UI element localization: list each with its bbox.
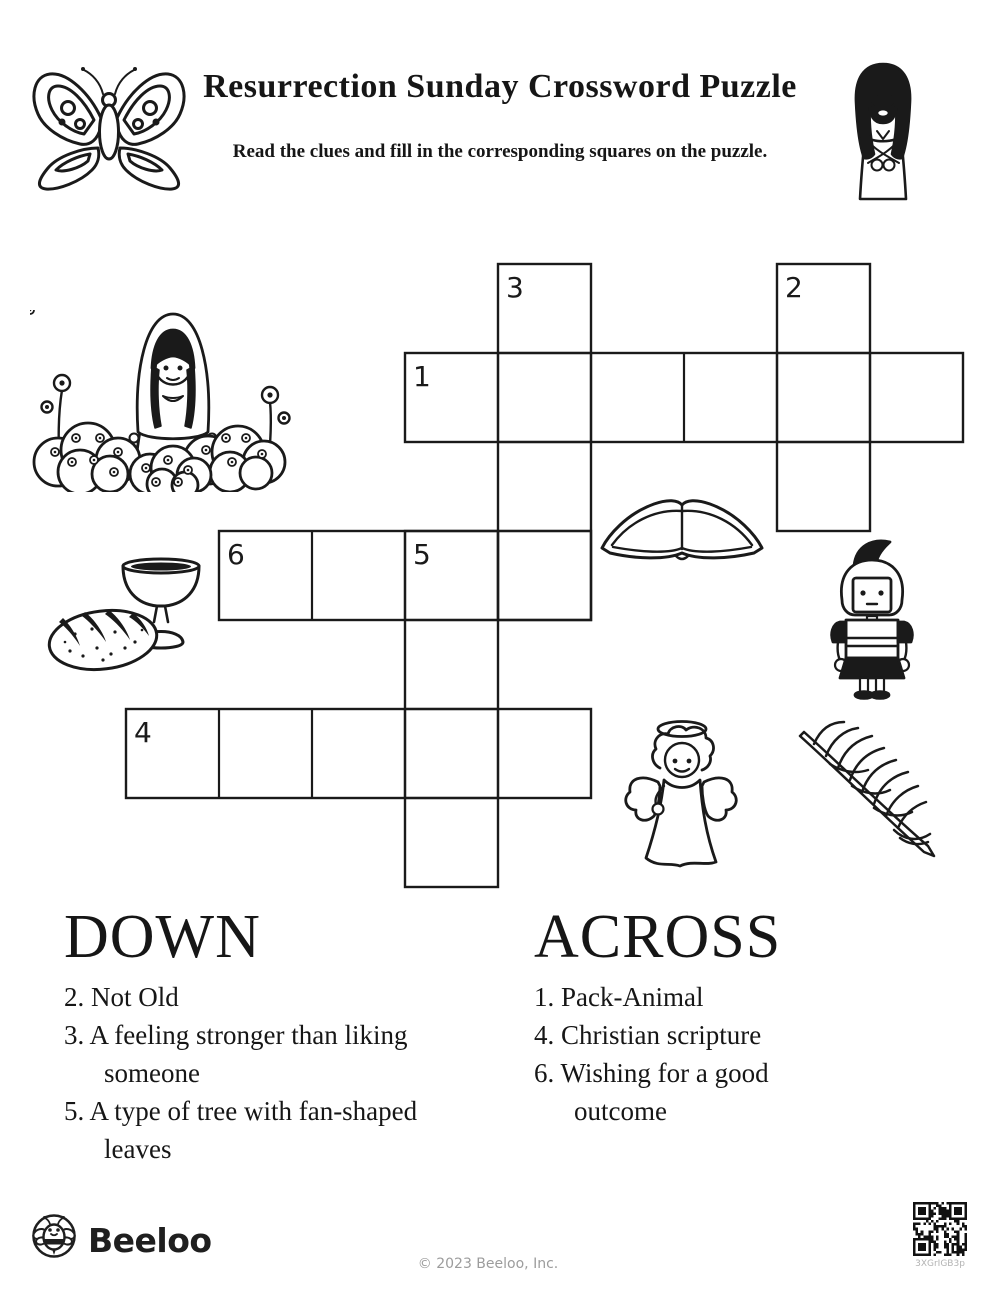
grid-number-label: 4 (134, 716, 152, 749)
clue-item-across-4 (534, 1016, 844, 1054)
clue-text: Christian scripture (561, 1020, 762, 1050)
clue-number: 4. (534, 1020, 561, 1050)
grid-number-label: 5 (413, 538, 431, 571)
down-heading: DOWN (64, 903, 261, 971)
clue-item-across-6 (534, 1054, 844, 1130)
down-clue-list (64, 978, 424, 1168)
clue-text: Not Old (91, 982, 179, 1012)
clue-item-down-3 (64, 1016, 424, 1092)
grid-number-label: 3 (506, 271, 524, 304)
palm-branch-icon (796, 720, 944, 868)
answer-word-3-down[interactable] (498, 264, 591, 620)
qr-code-label: 3XGrIGB3p (915, 1259, 965, 1269)
answer-boxes[interactable] (777, 264, 870, 531)
angel-icon (618, 716, 746, 878)
open-bible-icon (598, 490, 766, 566)
beeloo-bee-logo-icon (31, 1213, 77, 1259)
chalice-and-bread-icon (45, 556, 205, 676)
clue-number: 2. (64, 982, 91, 1012)
across-clues-section (534, 903, 844, 1130)
down-clues-section (64, 903, 424, 1168)
answer-word-6-across[interactable] (219, 531, 591, 620)
clue-text: Wishing for a good outcome (560, 1058, 769, 1126)
clue-number: 5. (64, 1096, 90, 1126)
page-subtitle: Read the clues and fill in the corresponding squares on the puzzle. (232, 141, 768, 162)
mary-in-flowers-icon (30, 310, 295, 492)
page-title: Resurrection Sunday Crossword Puzzle (203, 68, 797, 105)
clue-text: A type of tree with fan-shaped leaves (89, 1096, 418, 1164)
clue-text: Pack-Animal (561, 982, 704, 1012)
answer-word-5-down[interactable] (405, 531, 498, 887)
clue-item-down-5 (64, 1092, 424, 1168)
roman-soldier-icon (826, 538, 918, 700)
grid-number-label: 1 (413, 360, 431, 393)
answer-word-4-across[interactable] (126, 709, 591, 798)
answer-word-2-down[interactable] (777, 264, 870, 531)
grid-number-label: 6 (227, 538, 245, 571)
answer-boxes[interactable] (126, 709, 591, 798)
clue-number: 6. (534, 1058, 561, 1088)
copyright-text: © 2023 Beeloo, Inc. (417, 1256, 559, 1272)
beeloo-brand-text: Beeloo (88, 1221, 212, 1260)
across-heading: ACROSS (534, 903, 782, 971)
grid-number-label: 2 (785, 271, 803, 304)
clue-number: 3. (64, 1020, 90, 1050)
clue-text: A feeling stronger than liking someone (89, 1020, 408, 1088)
clue-number: 1. (534, 982, 561, 1012)
clue-item-across-1 (534, 978, 844, 1016)
clue-item-down-2 (64, 978, 424, 1016)
answer-word-1-across[interactable] (405, 353, 963, 442)
across-clue-list (534, 978, 844, 1130)
qr-code (913, 1202, 967, 1256)
